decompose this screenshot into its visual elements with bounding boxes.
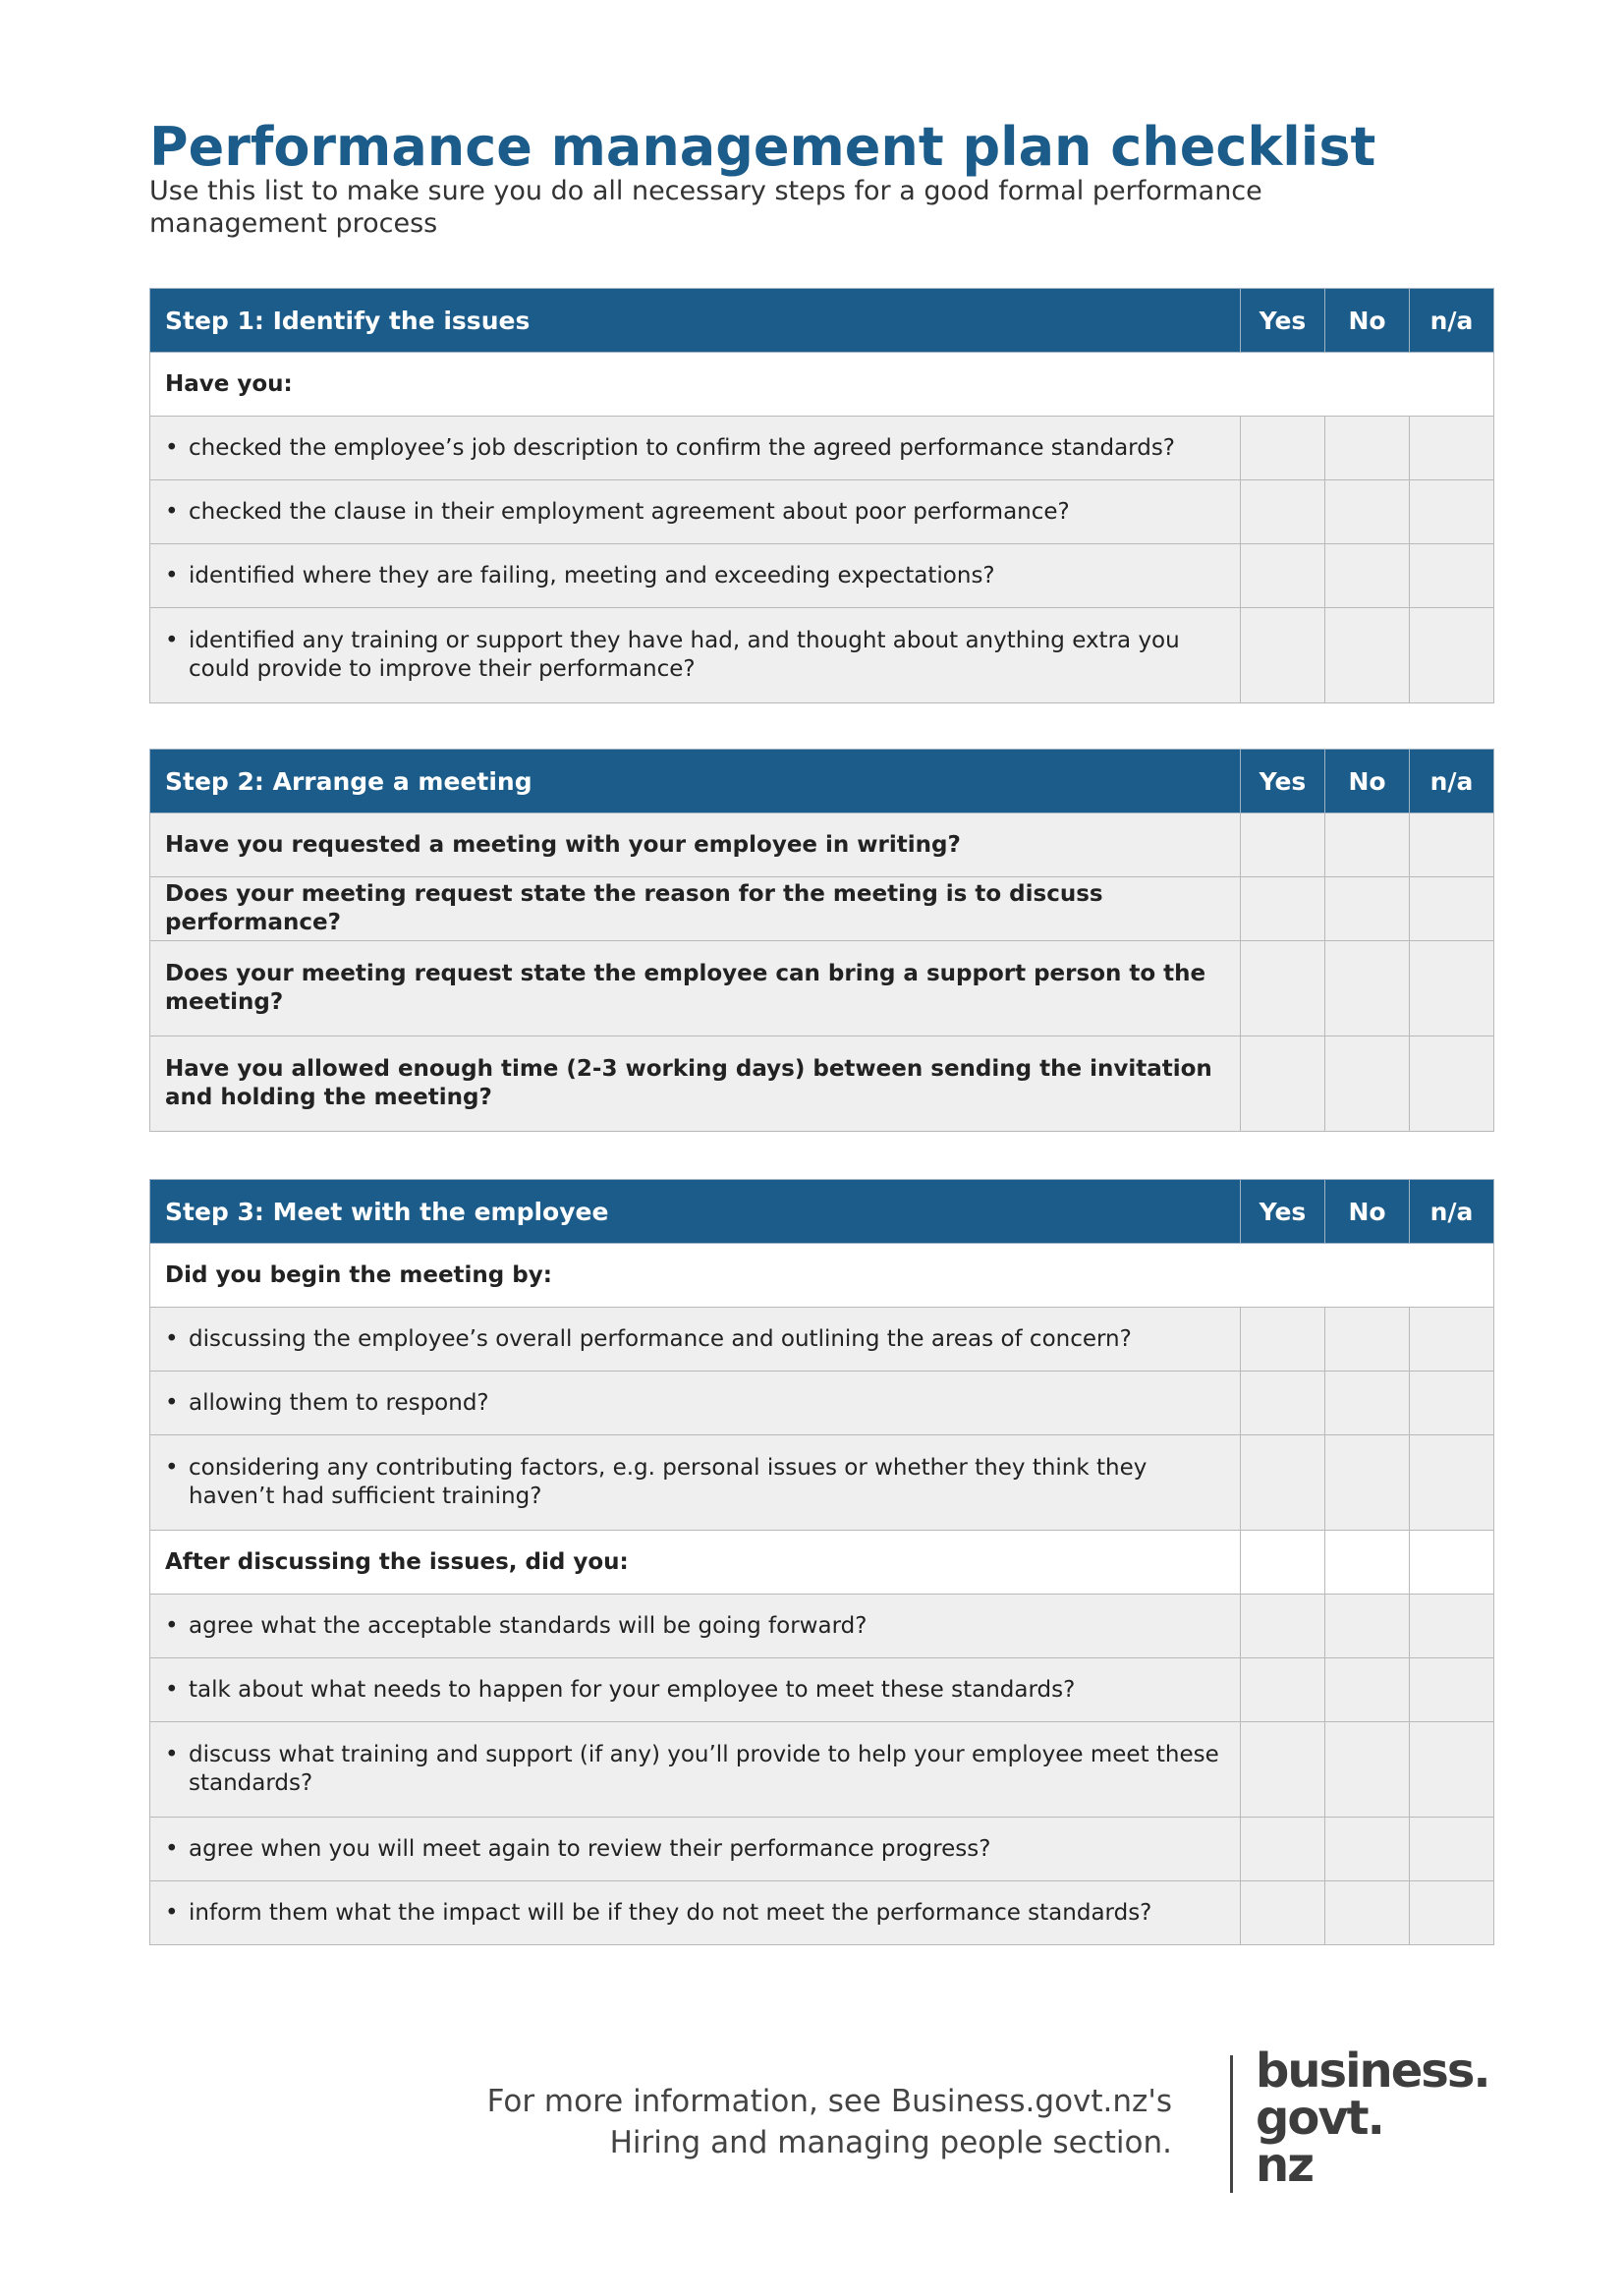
no-checkbox[interactable] bbox=[1325, 1435, 1410, 1531]
checklist-row bbox=[150, 1308, 1494, 1372]
na-checkbox[interactable] bbox=[1410, 480, 1494, 544]
checklist-question: Does your meeting request state the reason for the meeting is to discuss performance? bbox=[150, 877, 1241, 941]
bullet-icon: • bbox=[165, 1325, 179, 1352]
no-checkbox[interactable] bbox=[1325, 1881, 1410, 1945]
bullet-icon: • bbox=[165, 498, 179, 525]
step3-heading: Step 3: Meet with the employee bbox=[150, 1180, 1241, 1244]
footer-line-2: Hiring and managing people section. bbox=[609, 2125, 1172, 2160]
step3-table bbox=[149, 1179, 1494, 1945]
no-checkbox[interactable] bbox=[1325, 1372, 1410, 1435]
footer-line-1: For more information, see Business.govt.nz's bbox=[486, 2084, 1172, 2119]
checklist-question: Have you requested a meeting with your employee in writing? bbox=[150, 813, 1241, 877]
no-checkbox[interactable] bbox=[1325, 1036, 1410, 1132]
checklist-row bbox=[150, 1722, 1494, 1818]
na-column-header: n/a bbox=[1410, 750, 1494, 813]
no-checkbox[interactable] bbox=[1325, 608, 1410, 703]
no-checkbox[interactable] bbox=[1325, 877, 1410, 941]
checklist-item-text: checked the employee’s job description to confirm the agreed performance standards? bbox=[189, 434, 1176, 461]
yes-checkbox[interactable] bbox=[1241, 1372, 1325, 1435]
step2-header-row bbox=[150, 750, 1494, 813]
yes-checkbox[interactable] bbox=[1241, 877, 1325, 941]
yes-checkbox[interactable] bbox=[1241, 417, 1325, 480]
logo-line-3: nz bbox=[1256, 2138, 1314, 2193]
checklist-row bbox=[150, 877, 1494, 941]
checklist-item-text: checked the clause in their employment agreement about poor performance? bbox=[189, 498, 1070, 525]
na-checkbox[interactable] bbox=[1410, 544, 1494, 608]
bullet-icon: • bbox=[165, 1676, 179, 1703]
page-title: Performance management plan checklist bbox=[149, 116, 1376, 178]
no-checkbox[interactable] bbox=[1325, 1818, 1410, 1881]
na-checkbox[interactable] bbox=[1410, 941, 1494, 1036]
bullet-icon: • bbox=[165, 434, 179, 461]
yes-checkbox[interactable] bbox=[1241, 941, 1325, 1036]
bullet-icon: • bbox=[165, 1455, 179, 1481]
empty-cell bbox=[1241, 1531, 1325, 1595]
checklist-row bbox=[150, 1036, 1494, 1132]
checklist-row bbox=[150, 1372, 1494, 1435]
no-checkbox[interactable] bbox=[1325, 1722, 1410, 1818]
na-checkbox[interactable] bbox=[1410, 417, 1494, 480]
yes-checkbox[interactable] bbox=[1241, 1722, 1325, 1818]
checklist-row bbox=[150, 1658, 1494, 1722]
bullet-icon: • bbox=[165, 1612, 179, 1639]
no-checkbox[interactable] bbox=[1325, 1308, 1410, 1372]
step3-subhead-row bbox=[150, 1531, 1494, 1595]
yes-checkbox[interactable] bbox=[1241, 813, 1325, 877]
step1-heading: Step 1: Identify the issues bbox=[150, 289, 1241, 353]
na-column-header: n/a bbox=[1410, 1180, 1494, 1244]
na-checkbox[interactable] bbox=[1410, 1036, 1494, 1132]
na-checkbox[interactable] bbox=[1410, 1818, 1494, 1881]
no-checkbox[interactable] bbox=[1325, 1658, 1410, 1722]
footer-info bbox=[487, 2081, 1172, 2163]
no-checkbox[interactable] bbox=[1325, 417, 1410, 480]
checklist-item-text: inform them what the impact will be if they do not meet the performance standards? bbox=[189, 1899, 1152, 1926]
yes-checkbox[interactable] bbox=[1241, 1881, 1325, 1945]
na-checkbox[interactable] bbox=[1410, 1881, 1494, 1945]
na-checkbox[interactable] bbox=[1410, 1372, 1494, 1435]
na-checkbox[interactable] bbox=[1410, 877, 1494, 941]
no-column-header: No bbox=[1325, 1180, 1410, 1244]
checklist-item-text: considering any contributing factors, e.g. personal issues or whether they think they haven’t had sufficient training? bbox=[189, 1455, 1148, 1509]
checklist-row bbox=[150, 941, 1494, 1036]
yes-checkbox[interactable] bbox=[1241, 1036, 1325, 1132]
bullet-icon: • bbox=[165, 562, 179, 588]
no-column-header: No bbox=[1325, 750, 1410, 813]
no-checkbox[interactable] bbox=[1325, 941, 1410, 1036]
na-checkbox[interactable] bbox=[1410, 1722, 1494, 1818]
na-checkbox[interactable] bbox=[1410, 813, 1494, 877]
checklist-item-text: identified where they are failing, meeting and exceeding expectations? bbox=[189, 562, 995, 588]
checklist-item-text: talk about what needs to happen for your employee to meet these standards? bbox=[189, 1676, 1076, 1703]
step1-intro: Have you: bbox=[150, 353, 1494, 417]
yes-column-header: Yes bbox=[1241, 1180, 1325, 1244]
logo-line-1: business. bbox=[1256, 2044, 1489, 2099]
yes-column-header: Yes bbox=[1241, 289, 1325, 353]
footer-divider bbox=[1230, 2055, 1233, 2193]
checklist-item-text: allowing them to respond? bbox=[189, 1389, 489, 1416]
page-subtitle: Use this list to make sure you do all necessary steps for a good formal performance management process bbox=[149, 176, 1262, 239]
step1-table bbox=[149, 288, 1494, 703]
yes-column-header: Yes bbox=[1241, 750, 1325, 813]
checklist-row bbox=[150, 1595, 1494, 1658]
na-checkbox[interactable] bbox=[1410, 1595, 1494, 1658]
bullet-icon: • bbox=[165, 1742, 179, 1767]
checklist-item-text: identified any training or support they have had, and thought about anything extra you could provide to improve their performance? bbox=[189, 628, 1180, 682]
no-column-header: No bbox=[1325, 289, 1410, 353]
checklist-item-text: discussing the employee’s overall performance and outlining the areas of concern? bbox=[189, 1325, 1132, 1352]
no-checkbox[interactable] bbox=[1325, 1595, 1410, 1658]
na-checkbox[interactable] bbox=[1410, 1658, 1494, 1722]
yes-checkbox[interactable] bbox=[1241, 1658, 1325, 1722]
checklist-item-text: discuss what training and support (if any) you’ll provide to help your employee meet these standards? bbox=[189, 1742, 1219, 1796]
na-checkbox[interactable] bbox=[1410, 1435, 1494, 1531]
yes-checkbox[interactable] bbox=[1241, 1435, 1325, 1531]
checklist-row bbox=[150, 813, 1494, 877]
step3-intro-row bbox=[150, 1244, 1494, 1308]
checklist-item-text: agree when you will meet again to review their performance progress? bbox=[189, 1835, 991, 1862]
na-column-header: n/a bbox=[1410, 289, 1494, 353]
no-checkbox[interactable] bbox=[1325, 544, 1410, 608]
empty-cell bbox=[1410, 1531, 1494, 1595]
na-checkbox[interactable] bbox=[1410, 608, 1494, 703]
yes-checkbox[interactable] bbox=[1241, 480, 1325, 544]
yes-checkbox[interactable] bbox=[1241, 544, 1325, 608]
checklist-question: Does your meeting request state the employee can bring a support person to the meeting? bbox=[150, 941, 1241, 1036]
bullet-icon: • bbox=[165, 1899, 179, 1926]
checklist-row bbox=[150, 608, 1494, 703]
checklist-row bbox=[150, 417, 1494, 480]
step3-intro: Did you begin the meeting by: bbox=[150, 1244, 1494, 1308]
step1-intro-row bbox=[150, 353, 1494, 417]
step3-header-row bbox=[150, 1180, 1494, 1244]
yes-checkbox[interactable] bbox=[1241, 1308, 1325, 1372]
yes-checkbox[interactable] bbox=[1241, 1595, 1325, 1658]
step1-header-row bbox=[150, 289, 1494, 353]
bullet-icon: • bbox=[165, 1389, 179, 1416]
no-checkbox[interactable] bbox=[1325, 480, 1410, 544]
checklist-question: Have you allowed enough time (2-3 working days) between sending the invitation and holding the meeting? bbox=[150, 1036, 1241, 1132]
checklist-row bbox=[150, 1435, 1494, 1531]
yes-checkbox[interactable] bbox=[1241, 608, 1325, 703]
step2-heading: Step 2: Arrange a meeting bbox=[150, 750, 1241, 813]
no-checkbox[interactable] bbox=[1325, 813, 1410, 877]
checklist-row bbox=[150, 480, 1494, 544]
yes-checkbox[interactable] bbox=[1241, 1818, 1325, 1881]
business-govt-nz-logo bbox=[1256, 2044, 1489, 2193]
checklist-row bbox=[150, 1818, 1494, 1881]
step3-subhead: After discussing the issues, did you: bbox=[150, 1531, 1241, 1595]
checklist-item-text: agree what the acceptable standards will be going forward? bbox=[189, 1612, 868, 1639]
na-checkbox[interactable] bbox=[1410, 1308, 1494, 1372]
checklist-row bbox=[150, 544, 1494, 608]
bullet-icon: • bbox=[165, 1835, 179, 1862]
empty-cell bbox=[1325, 1531, 1410, 1595]
step2-table bbox=[149, 749, 1494, 1132]
checklist-row bbox=[150, 1881, 1494, 1945]
bullet-icon: • bbox=[165, 628, 179, 653]
logo-line-2: govt. bbox=[1256, 2091, 1383, 2146]
